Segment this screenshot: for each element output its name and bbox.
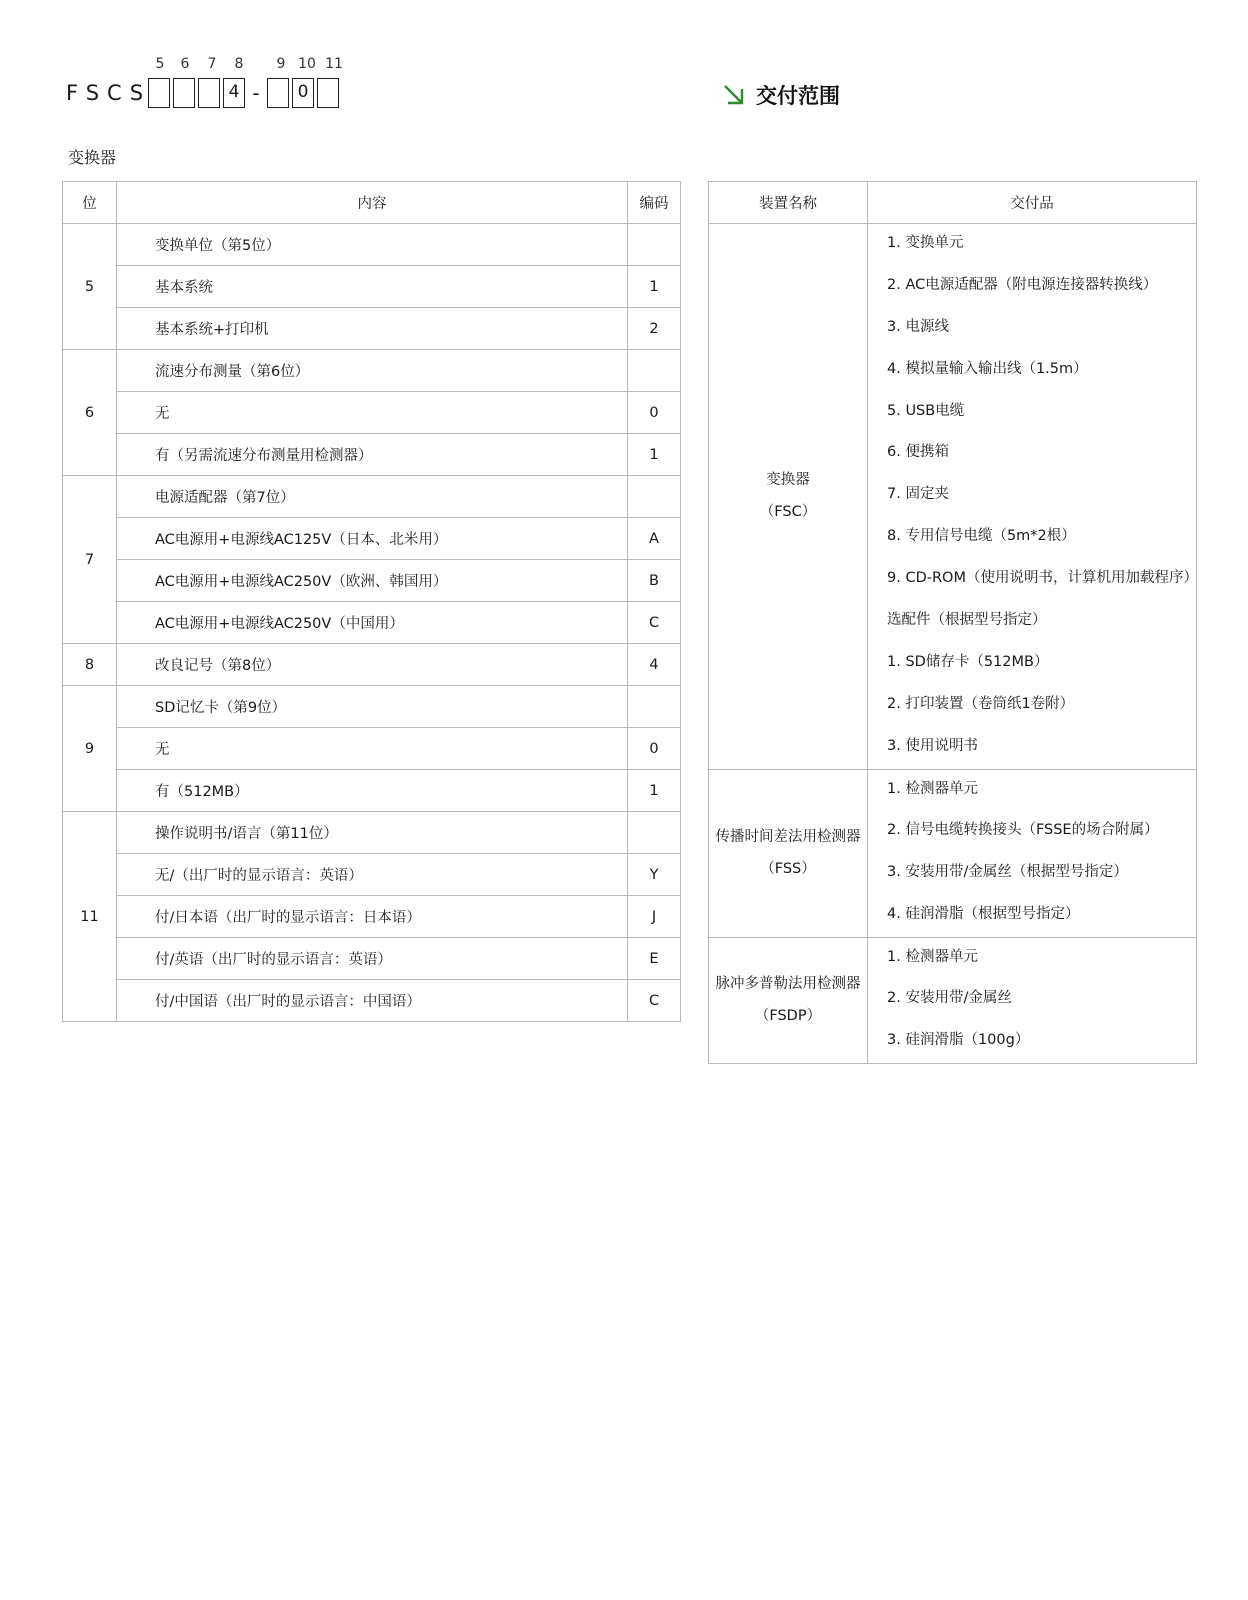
table-row <box>709 224 1197 770</box>
converter-title: 变换器 <box>68 148 117 167</box>
device-abbr: （FSC） <box>759 504 817 521</box>
code-cell: J <box>628 896 681 938</box>
list-item: 3. 电源线 <box>887 318 949 335</box>
table-header-row <box>709 182 1197 224</box>
table-row <box>63 308 681 350</box>
device-abbr: （FSDP） <box>754 1008 822 1025</box>
code-cell: 1 <box>628 434 681 476</box>
table-row <box>63 560 681 602</box>
code-cell: C <box>628 602 681 644</box>
content-cell: 付/日本语（出厂时的显示语言：日本语） <box>117 896 628 938</box>
list-item: 6. 便携箱 <box>887 444 949 461</box>
list-item: 2. 安装用带/金属丝 <box>887 990 1012 1007</box>
code-cell: E <box>628 938 681 980</box>
digit-label: 5 <box>155 56 165 72</box>
device-name-cell <box>709 937 868 1063</box>
header-code: 编码 <box>628 182 681 224</box>
content-cell: 付/英语（出厂时的显示语言：英语） <box>117 938 628 980</box>
table-row <box>63 728 681 770</box>
content-cell: 电源适配器（第7位） <box>117 476 628 518</box>
device-name: 传播时间差法用检测器 <box>715 829 861 846</box>
model-dash: - <box>252 81 260 105</box>
list-item: 2. AC电源适配器（附电源连接器转换线） <box>887 276 1158 293</box>
table-row <box>63 686 681 728</box>
table-row <box>63 476 681 518</box>
content-cell: 操作说明书/语言（第11位） <box>117 812 628 854</box>
code-cell: 1 <box>628 266 681 308</box>
delivery-items-cell <box>868 937 1197 1063</box>
content-cell: 无 <box>117 728 628 770</box>
list-item: 1. 检测器单元 <box>887 948 978 965</box>
code-cell: 2 <box>628 308 681 350</box>
section-title-text: 交付范围 <box>756 84 840 108</box>
list-item: 2. 打印装置（卷筒纸1卷附） <box>887 695 1075 712</box>
table-row <box>63 980 681 1022</box>
model-box <box>317 78 339 108</box>
code-cell: 1 <box>628 770 681 812</box>
content-cell: 付/中国语（出厂时的显示语言：中国语） <box>117 980 628 1022</box>
code-cell <box>628 812 681 854</box>
table-header-row <box>63 182 681 224</box>
code-cell: A <box>628 518 681 560</box>
content-cell: SD记忆卡（第9位） <box>117 686 628 728</box>
list-item: 3. 使用说明书 <box>887 737 978 754</box>
delivery-table <box>708 181 1197 1064</box>
position-cell: 7 <box>63 476 117 644</box>
content-cell: 变换单位（第5位） <box>117 224 628 266</box>
list-item: 4. 模拟量输入输出线（1.5m） <box>887 360 1088 377</box>
content-cell: 基本系统 <box>117 266 628 308</box>
code-cell: B <box>628 560 681 602</box>
digit-label: 11 <box>325 56 343 72</box>
list-item: 2. 信号电缆转换接头（FSSE的场合附属） <box>887 822 1159 839</box>
content-cell: AC电源用+电源线AC125V（日本、北米用） <box>117 518 628 560</box>
model-box: 0 <box>292 78 314 108</box>
code-cell <box>628 224 681 266</box>
arrow-down-right-icon <box>722 83 746 107</box>
content-cell: AC电源用+电源线AC250V（中国用） <box>117 602 628 644</box>
table-row <box>63 644 681 686</box>
table-row <box>63 854 681 896</box>
device-name: 脉冲多普勒法用检测器 <box>715 976 861 993</box>
table-row <box>63 518 681 560</box>
content-cell: 改良记号（第8位） <box>117 644 628 686</box>
table-row <box>63 812 681 854</box>
device-name-cell <box>709 224 868 770</box>
model-prefix: FSCS <box>66 81 152 105</box>
header-pos: 位 <box>63 182 117 224</box>
list-item: 5. USB电缆 <box>887 402 965 419</box>
list-item: 4. 硅润滑脂（根据型号指定） <box>887 905 1080 922</box>
content-cell: AC电源用+电源线AC250V（欧洲、韩国用） <box>117 560 628 602</box>
code-cell: 0 <box>628 392 681 434</box>
delivery-items-cell <box>868 224 1197 770</box>
delivery-items-cell <box>868 769 1197 937</box>
device-name-cell <box>709 769 868 937</box>
position-cell: 5 <box>63 224 117 350</box>
device-abbr: （FSS） <box>760 861 816 878</box>
device-name: 变换器 <box>766 472 810 489</box>
code-cell: C <box>628 980 681 1022</box>
table-row <box>63 434 681 476</box>
digit-label: 7 <box>207 56 217 72</box>
content-cell: 有（512MB） <box>117 770 628 812</box>
position-cell: 11 <box>63 812 117 1022</box>
code-cell <box>628 686 681 728</box>
model-box <box>148 78 170 108</box>
model-box <box>198 78 220 108</box>
code-cell: 4 <box>628 644 681 686</box>
options-table <box>62 181 681 1022</box>
table-row <box>63 896 681 938</box>
header-delivery-items: 交付品 <box>868 182 1197 224</box>
section-title <box>722 80 840 110</box>
list-item: 3. 硅润滑脂（100g） <box>887 1032 1030 1049</box>
table-row <box>709 937 1197 1063</box>
table-row <box>63 392 681 434</box>
position-cell: 9 <box>63 686 117 812</box>
model-box: 4 <box>223 78 245 108</box>
content-cell: 有（另需流速分布测量用检测器） <box>117 434 628 476</box>
digit-label: 10 <box>298 56 316 72</box>
model-box <box>173 78 195 108</box>
table-row <box>63 350 681 392</box>
code-cell <box>628 350 681 392</box>
digit-label: 9 <box>276 56 286 72</box>
code-cell: Y <box>628 854 681 896</box>
header-device-name: 装置名称 <box>709 182 868 224</box>
content-cell: 无/（出厂时的显示语言：英语） <box>117 854 628 896</box>
code-cell <box>628 476 681 518</box>
list-item: 1. SD储存卡（512MB） <box>887 653 1049 670</box>
content-cell: 无 <box>117 392 628 434</box>
list-item: 7. 固定夹 <box>887 486 949 503</box>
list-item: 1. 检测器单元 <box>887 780 978 797</box>
model-box <box>267 78 289 108</box>
list-item: 3. 安装用带/金属丝（根据型号指定） <box>887 864 1128 881</box>
header-content: 内容 <box>117 182 628 224</box>
table-row <box>63 602 681 644</box>
list-item: 9. CD-ROM（使用说明书，计算机用加载程序） <box>887 570 1198 587</box>
content-cell: 基本系统+打印机 <box>117 308 628 350</box>
table-row <box>63 266 681 308</box>
table-row <box>63 938 681 980</box>
list-item: 选配件（根据型号指定） <box>887 612 1047 629</box>
list-item: 8. 专用信号电缆（5m*2根） <box>887 528 1076 545</box>
digit-label: 8 <box>234 56 244 72</box>
table-row <box>63 770 681 812</box>
table-row <box>709 769 1197 937</box>
position-cell: 6 <box>63 350 117 476</box>
content-cell: 流速分布测量（第6位） <box>117 350 628 392</box>
table-row <box>63 224 681 266</box>
list-item: 1. 变换单元 <box>887 235 964 251</box>
digit-label: 6 <box>180 56 190 72</box>
code-cell: 0 <box>628 728 681 770</box>
position-cell: 8 <box>63 644 117 686</box>
